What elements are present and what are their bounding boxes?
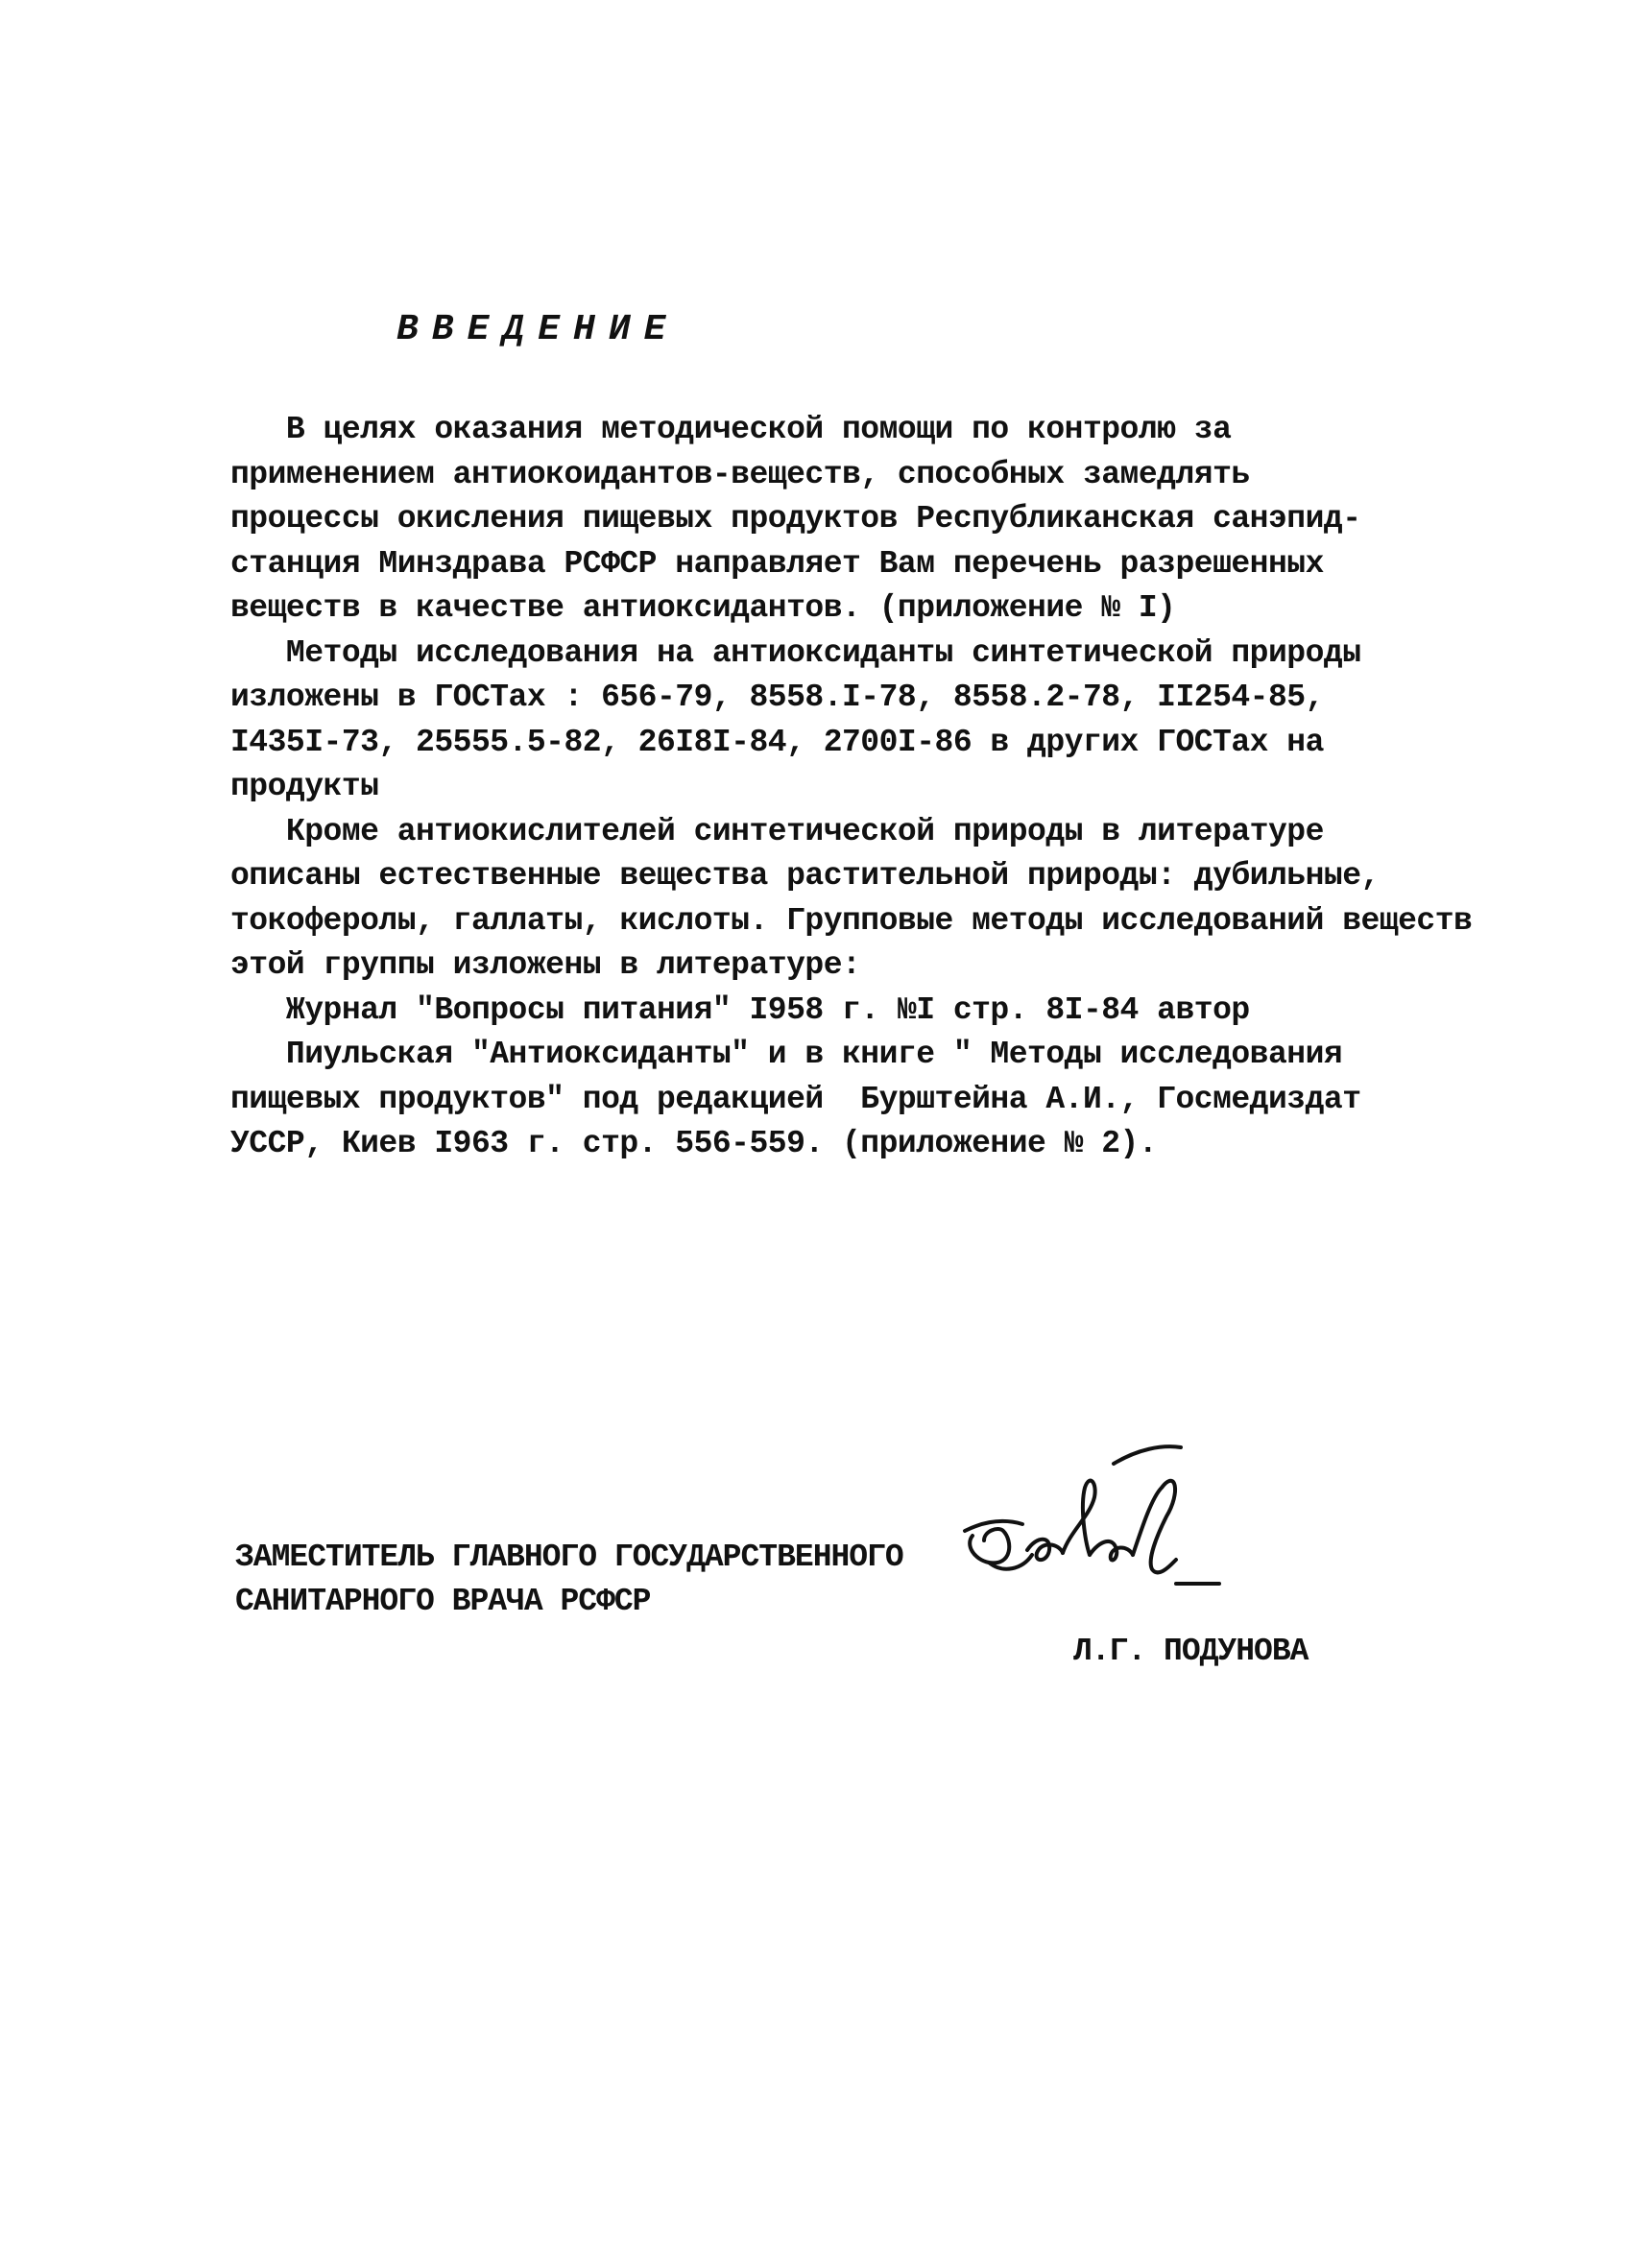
position-line: САНИТАРНОГО ВРАЧА РСФСР (235, 1584, 651, 1619)
body-line: изложены в ГОСТах : 656-79, 8558.I-78, 8558.2-78, II254-85, (230, 680, 1324, 715)
body-line: УССР, Киев I963 г. стр. 556-559. (приложение № 2). (230, 1126, 1158, 1161)
position-line: ЗАМЕСТИТЕЛЬ ГЛАВНОГО ГОСУДАРСТВЕННОГО (235, 1540, 903, 1575)
body-line: Пиульская "Антиоксиданты" и в книге " Методы исследования (230, 1037, 1343, 1072)
signatory-position (235, 1536, 903, 1624)
body-line: пищевых продуктов" под редакцией Бурштейна А.И., Госмедиздат (230, 1081, 1361, 1117)
body-line: Журнал "Вопросы питания" I958 г. №I стр. 8I-84 автор (230, 991, 1250, 1028)
body-line: Кроме антиокислителей синтетической природы в литературе (230, 813, 1324, 849)
body-line: I435I-73, 25555.5-82, 26I8I-84, 2700I-86 в других ГОСТах на (230, 724, 1324, 760)
page-title: ВВЕДЕНИЕ (396, 309, 680, 350)
handwritten-signature (946, 1440, 1224, 1622)
body-line: применением антиокоидантов-веществ, способных замедлять (230, 456, 1250, 492)
body-line: Методы исследования на антиоксиданты синтетической природы (230, 634, 1361, 671)
body-line: этой группы изложены в литературе: (230, 947, 861, 983)
body-line: продукты (230, 769, 379, 804)
body-line: веществ в качестве антиоксидантов. (приложение № I) (230, 590, 1176, 626)
signer-name: Л.Г. ПОДУНОВА (1073, 1634, 1309, 1669)
body-line: В целях оказания методической помощи по контролю за (230, 412, 1232, 447)
body-line: токоферолы, галлаты, кислоты. Групповые методы исследований веществ (230, 902, 1473, 939)
body-line: описаны естественные вещества растительной природы: дубильные, (230, 858, 1380, 894)
body-line: процессы окисления пищевых продуктов Республиканская санэпид- (230, 501, 1361, 537)
document-body (230, 408, 1478, 1167)
body-line: станция Минздрава РСФСР направляет Вам перечень разрешенных (230, 545, 1324, 582)
